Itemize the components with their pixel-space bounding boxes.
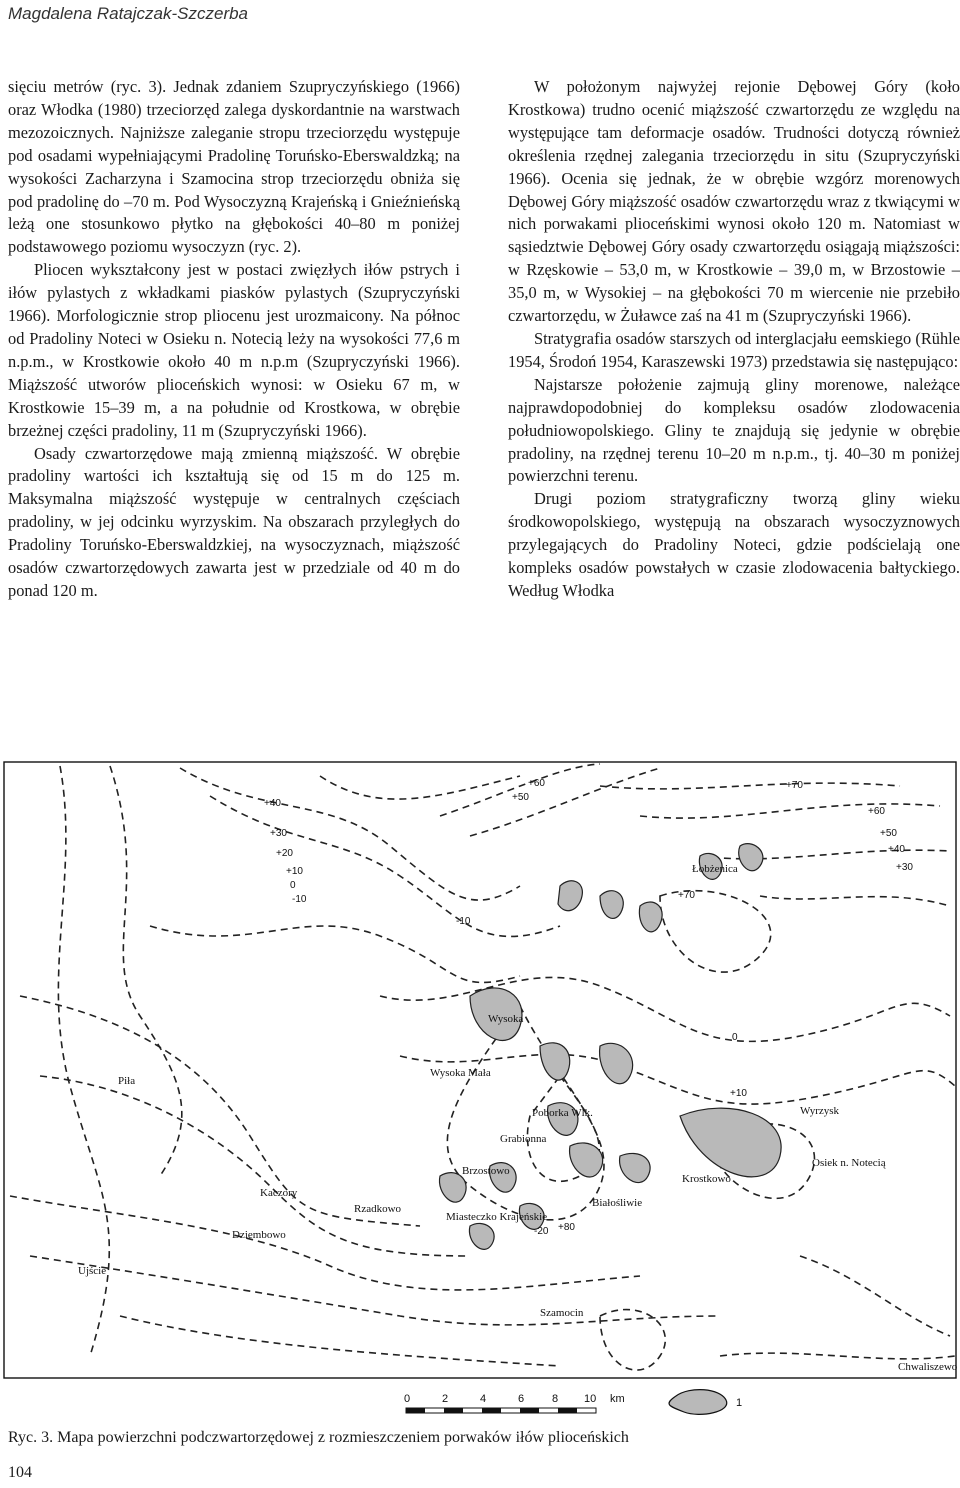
contour-label: +40 [264, 798, 281, 809]
scale-bar [404, 1393, 625, 1413]
contour-label: -10 [456, 916, 471, 927]
contour-label: 0 [732, 1032, 738, 1043]
contour-label: +30 [896, 862, 913, 873]
contour-map [0, 756, 960, 1420]
contour-label: +60 [528, 778, 545, 789]
place-label: Osiek n. Notecią [812, 1157, 886, 1169]
contour-label: -20 [534, 1226, 549, 1237]
place-label: Wysoka [488, 1013, 524, 1025]
figure-caption: Ryc. 3. Mapa powierzchni podczwartorzędowej z rozmieszczeniem porwaków iłów plioceńskich [8, 1429, 629, 1446]
legend-raft-icon [669, 1390, 727, 1415]
paragraph: Drugi poziom stratygraficzny tworzą gliny wieku środkowopolskiego, występują na obszarach wysoczyznowych przylegających do Pradoliny Noteci, gdzie podścielają one kompleks osadów powstałych w czasie zlodowacenia bałtyckiego. Według Włodka [508, 489, 960, 600]
scale-tick-label: 4 [480, 1393, 487, 1405]
place-label: Rzadkowo [354, 1203, 402, 1215]
contour-label: -10 [292, 894, 307, 905]
place-label: Krostkowo [682, 1173, 731, 1185]
paragraph: Osady czwartorzędowe mają zmienną miąższość. W obrębie pradoliny wartości ich kształtują się od 15 m do 125 m. Maksymalna miąższość występuje w centralnych częściach pradoliny, w jej odcinku wyrzyskim. Na obszarach przyległych do Pradoliny Toruńsko-Eberswaldzkiej, na wysoczyznach, miąższość osadów czwartorzędowych zawarta jest w przedziale od 40 m do ponad 120 m. [8, 443, 460, 600]
place-label: Miasteczko Krajeńskie [446, 1211, 548, 1223]
contour-label: +40 [888, 844, 905, 855]
scale-tick-label: 0 [404, 1393, 411, 1405]
place-label: Kaczory [260, 1187, 298, 1199]
place-label: Ujście [78, 1265, 107, 1277]
contour-label: 0 [290, 880, 296, 891]
paragraph: Najstarsze położenie zajmują gliny morenowe, należące najprawdopodobniej do kompleksu osadów zlodowacenia południowopolskiego. Gliny te znajdują się jedynie w obrębie pradoliny, na rzędnej terenu 10–20 m n.p.m., tj. 40–30 m poniżej powierzchni terenu. [508, 374, 960, 486]
contour-label: +70 [786, 780, 803, 791]
contour-label: +50 [512, 792, 529, 803]
page-number: 104 [8, 1464, 32, 1481]
running-head: Magdalena Ratajczak-Szczerba [8, 4, 249, 23]
contour-label: +60 [868, 806, 885, 817]
place-label: Grabionna [500, 1133, 547, 1145]
legend [669, 1390, 742, 1415]
paragraph: Pliocen wykształcony jest w postaci zwięzłych iłów pstrych i iłów pylastych z wkładkami piasków pylastych (Szupryczyński 1966). Morfologicznie strop pliocenu jest urozmaicony. Na północ od Pradoliny Noteci w Osieku n. Notecią leży na wysokości 77,6 m n.p.m., w Krostkowie około 40 m n.p.m (Szupryczyński 1966). Miąższość utworów plioceńskich wynosi: w Osieku 67 m, w Krostkowie 15–39 m, a na południe od Krostkowa, w obrębie brzeżnej części pradoliny, 11 m (Szupryczyński 1966). [8, 260, 460, 440]
text-column-right [508, 76, 960, 603]
place-label: Wyrzysk [800, 1105, 840, 1117]
contour-label: +20 [276, 848, 293, 859]
paragraph: Stratygrafia osadów starszych od interglacjału eemskiego (Rühle 1954, Środoń 1954, Karaszewski 1973) przedstawia się następująco: [508, 328, 960, 371]
place-label: Poborka Wlk. [532, 1107, 593, 1119]
contour-label: +50 [880, 828, 897, 839]
place-label: Wysoka Mała [430, 1067, 491, 1079]
scale-unit: km [610, 1393, 625, 1405]
scale-tick-label: 6 [518, 1393, 525, 1405]
place-label: Białośliwie [592, 1197, 643, 1209]
contour-label: +10 [730, 1088, 747, 1099]
paragraph: W położonym najwyżej rejonie Dębowej Góry (koło Krostkowa) trudno ocenić miąższość czwartorzędu ze względu na występujące tam deformacje osadów. Trudności dotyczą również określenia rzędnej zalegania trzeciorzędu in situ (Szupryczyński 1966). Ocenia się jednak, że w obrębie wzgórz morenowych Dębowej Góry miąższość osadów czwartorzędu wraz z tkwiącymi w nich porwakami plioceńskimi wynosi około 120 m. Natomiast w sąsiedztwie Dębowej Góry osady czwartorzędu osiągają miąższości: w Rzęskowie – 53,0 m, w Krostkowie – 39,0 m, w Brzostowie – 35,0 m, w Wysokiej – na głębokości 70 m wiercenie nie przebiło czwartorzędu, w Żuławce zaś na 41 m (Szupryczyński 1966). [508, 77, 960, 326]
place-label: Chwaliszewo [898, 1361, 958, 1373]
contour-map-figure [0, 756, 960, 1420]
place-label: Brzostowo [462, 1165, 510, 1177]
contour-label: +10 [286, 866, 303, 877]
place-label: Łobżenica [692, 863, 738, 875]
paragraph: sięciu metrów (ryc. 3). Jednak zdaniem Szupryczyńskiego (1966) oraz Włodka (1980) trzeciorzęd zalega dyskordantnie na warstwach mezozoicznych. Najniższe zaleganie stropu trzeciorzędu występuje pod osadami wypełniającymi Pradolinę Toruńsko-Eberswaldzką; na wysokości Zacharzyna i Szamocina strop trzeciorzędu obniża się pod pradolinę do –70 m. Pod Wysoczyzną Krajeńską i Gnieźnieńską leżą one stosunkowo płytko na głębokości 40–80 m poniżej podstawowego poziomu wysoczyzn (ryc. 2). [8, 77, 460, 257]
contour-label: +30 [270, 828, 287, 839]
scale-tick-label: 10 [584, 1393, 597, 1405]
scale-tick-label: 8 [552, 1393, 559, 1405]
place-label: Dziembowo [232, 1229, 286, 1241]
scale-tick-label: 2 [442, 1393, 449, 1405]
legend-number: 1 [736, 1397, 743, 1409]
place-label: Piła [118, 1075, 136, 1087]
contour-label: +80 [558, 1222, 575, 1233]
contour-label: +70 [678, 890, 695, 901]
place-label: Szamocin [540, 1307, 584, 1319]
text-column-left [8, 76, 460, 603]
